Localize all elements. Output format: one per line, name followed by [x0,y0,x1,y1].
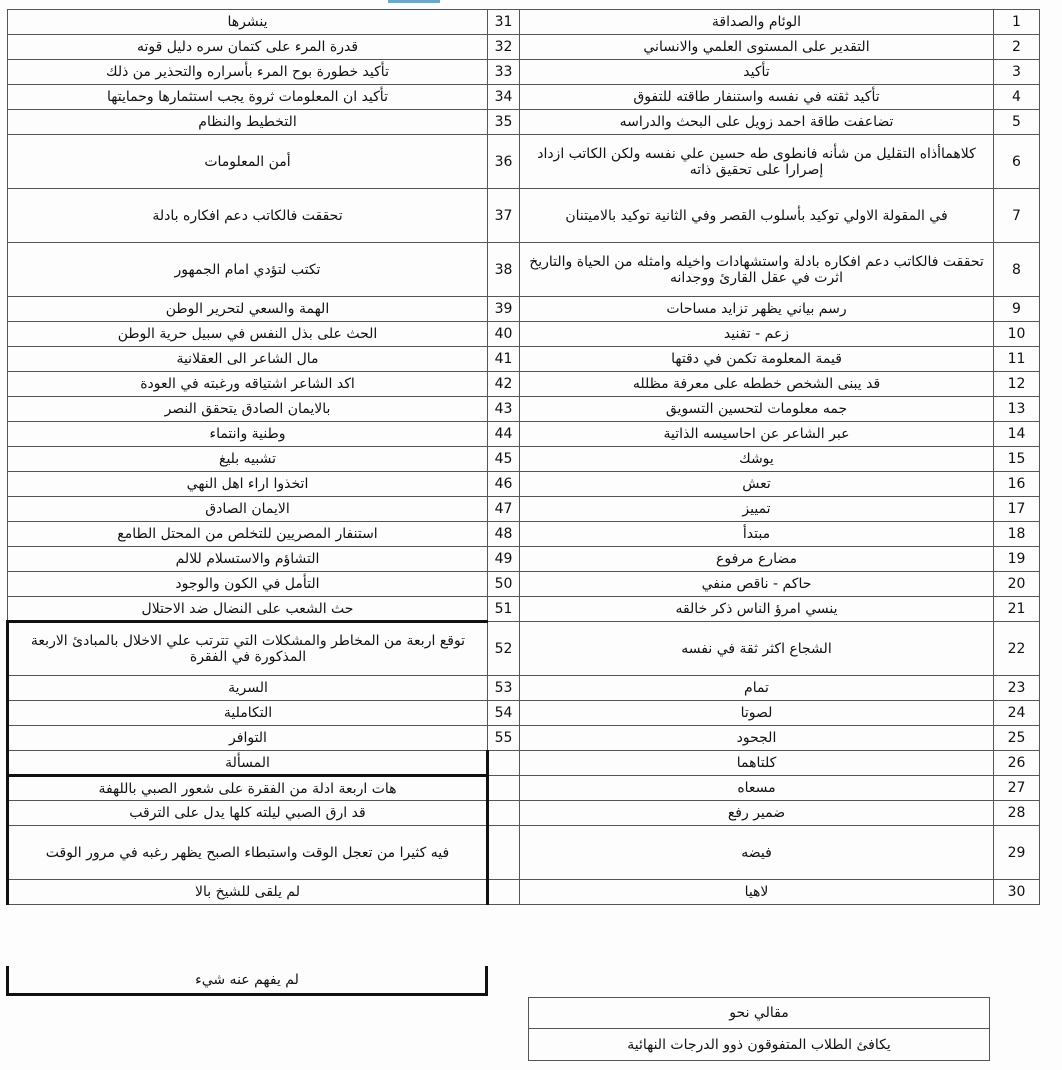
footer-line-2: يكافئ الطلاب المتفوقون ذوو الدرجات النهائية [528,1029,990,1061]
table-row [8,726,1040,751]
row-number-right: 37 [488,189,520,243]
answer-text-left: تأكيد [520,60,994,85]
answer-text-right: بالايمان الصادق يتحقق النصر [8,397,488,422]
answer-text-right: حث الشعب على النضال ضد الاحتلال [8,597,488,622]
row-number-left: 30 [994,880,1040,905]
answer-text-left: قد يبنى الشخص خططه على معرفة مظلله [520,372,994,397]
row-number-right: 42 [488,372,520,397]
row-number-left: 15 [994,447,1040,472]
row-number-right: 31 [488,10,520,35]
footer-box [528,997,990,1061]
table-row [8,880,1040,905]
answer-text-left: تعش [520,472,994,497]
row-number-left: 13 [994,397,1040,422]
answer-text-left: قيمة المعلومة تكمن في دقتها [520,347,994,372]
answer-text-left: مضارع مرفوع [520,547,994,572]
table-row [8,472,1040,497]
table-row [8,397,1040,422]
table-row [8,572,1040,597]
answer-text-right: استنفار المصريين للتخلص من المحتل الطامع [8,522,488,547]
row-number-left: 17 [994,497,1040,522]
table-row [8,776,1040,801]
table-row [8,801,1040,826]
answer-text-right: التأمل في الكون والوجود [8,572,488,597]
row-number-left: 9 [994,297,1040,322]
answer-text-right: التشاؤم والاستسلام للالم [8,547,488,572]
row-number-right [488,751,520,776]
row-number-right: 40 [488,322,520,347]
footer-line-1: مقالي نحو [528,997,990,1029]
table-row [8,522,1040,547]
table-row [8,676,1040,701]
table-row [8,85,1040,110]
row-number-right: 47 [488,497,520,522]
row-number-left: 19 [994,547,1040,572]
answer-text-right: مال الشاعر الى العقلانية [8,347,488,372]
answer-text-right: قدرة المرء على كتمان سره دليل قوته [8,35,488,60]
answer-text-right: فيه كثيرا من تعجل الوقت واستبطاء الصبح يظهر رغبه في مرور الوقت [8,826,488,880]
answer-text-left: لصوتا [520,701,994,726]
row-number-left: 24 [994,701,1040,726]
row-number-right: 32 [488,35,520,60]
answer-text-left: زعم - تفنيد [520,322,994,347]
answer-text-left: فيضه [520,826,994,880]
answer-text-left: الشجاع اكثر ثقة في نفسه [520,622,994,676]
table-row [8,547,1040,572]
answer-text-right: اكد الشاعر اشتياقه ورغبته في العودة [8,372,488,397]
row-number-left: 28 [994,801,1040,826]
table-row [8,372,1040,397]
answer-text-left: كلتاهما [520,751,994,776]
answer-text-right: أمن المعلومات [8,135,488,189]
row-number-left: 6 [994,135,1040,189]
row-number-left: 1 [994,10,1040,35]
row-number-right: 34 [488,85,520,110]
answer-text-right: تأكيد خطورة بوح المرء بأسراره والتحذير من ذلك [8,60,488,85]
row-number-left: 22 [994,622,1040,676]
answer-text-left: حاكم - ناقص منفي [520,572,994,597]
row-number-right: 38 [488,243,520,297]
row-number-right: 46 [488,472,520,497]
answer-text-left: ضمير رفع [520,801,994,826]
table-row [8,110,1040,135]
table-row [8,826,1040,880]
answer-text-left: تضاعفت طاقة احمد زويل على البحث والدراسه [520,110,994,135]
row-number-left: 21 [994,597,1040,622]
answer-text-right: هات اربعة ادلة من الفقرة على شعور الصبي باللهفة [8,776,488,801]
answer-key-table [6,9,1040,905]
table-row [8,322,1040,347]
answer-text-left: في المقولة الاولي توكيد بأسلوب القصر وفي الثانية توكيد بالاميتنان [520,189,994,243]
row-number-right [488,776,520,801]
table-row [8,622,1040,676]
answer-text-right: التكاملية [8,701,488,726]
row-number-left: 20 [994,572,1040,597]
extra-answer-text: لم يفهم عنه شيء [195,971,299,988]
row-number-left: 8 [994,243,1040,297]
answer-text-right: ينشرها [8,10,488,35]
row-number-left: 23 [994,676,1040,701]
row-number-left: 7 [994,189,1040,243]
answer-text-left: جمه معلومات لتحسين التسويق [520,397,994,422]
table-row [8,347,1040,372]
row-number-left: 4 [994,85,1040,110]
table-row [8,701,1040,726]
row-number-right: 44 [488,422,520,447]
row-number-left: 26 [994,751,1040,776]
answer-text-right: وطنية وانتماء [8,422,488,447]
table-row [8,10,1040,35]
answer-text-right: الحث على بذل النفس في سبيل حرية الوطن [8,322,488,347]
answer-text-right: اتخذوا اراء اهل النهي [8,472,488,497]
answer-text-right: التوافر [8,726,488,751]
row-number-right: 55 [488,726,520,751]
table-row [8,422,1040,447]
table-row [8,597,1040,622]
row-number-right: 51 [488,597,520,622]
row-number-right [488,826,520,880]
table-row [8,751,1040,776]
row-number-right: 35 [488,110,520,135]
table-row [8,60,1040,85]
row-number-right: 43 [488,397,520,422]
top-accent-line [388,0,440,3]
row-number-right [488,801,520,826]
answer-text-left: عبر الشاعر عن احاسيسه الذاتية [520,422,994,447]
answer-text-right: تشبيه بليغ [8,447,488,472]
row-number-left: 29 [994,826,1040,880]
answer-text-right: توقع اربعة من المخاطر والمشكلات التي تترتب علي الاخلال بالمبادئ الاربعة المذكورة في الفقرة [8,622,488,676]
answer-text-left: تمييز [520,497,994,522]
answer-text-left: تمام [520,676,994,701]
answer-text-left: كلاهماأذاه التقليل من شأنه فانطوى طه حسين علي نفسه ولكن الكاتب ازداد إصرارا على تحقيق ذاته [520,135,994,189]
answer-text-left: رسم بياني يظهر تزايد مساحات [520,297,994,322]
row-number-left: 18 [994,522,1040,547]
row-number-right [488,880,520,905]
answer-text-left: ينسي امرؤ الناس ذكر خالقه [520,597,994,622]
answer-text-left: التقدير على المستوى العلمي والانساني [520,35,994,60]
row-number-left: 12 [994,372,1040,397]
table-row [8,189,1040,243]
row-number-right: 54 [488,701,520,726]
row-number-left: 2 [994,35,1040,60]
row-number-right: 50 [488,572,520,597]
row-number-right: 33 [488,60,520,85]
row-number-left: 16 [994,472,1040,497]
answer-text-left: مبتدأ [520,522,994,547]
row-number-left: 14 [994,422,1040,447]
answer-text-right: لم يلقى للشيخ بالا [8,880,488,905]
answer-text-right: السرية [8,676,488,701]
row-number-right: 36 [488,135,520,189]
row-number-left: 5 [994,110,1040,135]
row-number-right: 49 [488,547,520,572]
table-row [8,497,1040,522]
answer-text-left: لاهيا [520,880,994,905]
row-number-right: 41 [488,347,520,372]
row-number-left: 25 [994,726,1040,751]
answer-text-right: تكتب لتؤدي امام الجمهور [8,243,488,297]
answer-text-right: المسألة [8,751,488,776]
answer-text-right: تحققت فالكاتب دعم افكاره بادلة [8,189,488,243]
answer-text-right: الايمان الصادق [8,497,488,522]
table-row [8,135,1040,189]
table-row [8,297,1040,322]
answer-text-left: الجحود [520,726,994,751]
row-number-right: 48 [488,522,520,547]
row-number-left: 27 [994,776,1040,801]
row-number-right: 53 [488,676,520,701]
answer-text-right: الهمة والسعي لتحرير الوطن [8,297,488,322]
answer-text-left: الوئام والصداقة [520,10,994,35]
extra-answer-row [6,966,488,996]
row-number-right: 39 [488,297,520,322]
row-number-right: 45 [488,447,520,472]
row-number-left: 3 [994,60,1040,85]
table-row [8,35,1040,60]
answer-text-right: التخطيط والنظام [8,110,488,135]
row-number-right: 52 [488,622,520,676]
table-row [8,243,1040,297]
row-number-left: 10 [994,322,1040,347]
table-row [8,447,1040,472]
row-number-left: 11 [994,347,1040,372]
answer-text-right: قد ارق الصبي ليلته كلها يدل على الترقب [8,801,488,826]
answer-text-right: تأكيد ان المعلومات ثروة يجب استثمارها وحمايتها [8,85,488,110]
answer-text-left: تحققت فالكاتب دعم افكاره بادلة واستشهادات واخيله وامثله من الحياة والتاريخ اثرت في عقل القارئ ووجدانه [520,243,994,297]
answer-text-left: يوشك [520,447,994,472]
answer-text-left: تأكيد ثقته في نفسه واستنفار طاقته للتفوق [520,85,994,110]
answer-text-left: مسعاه [520,776,994,801]
